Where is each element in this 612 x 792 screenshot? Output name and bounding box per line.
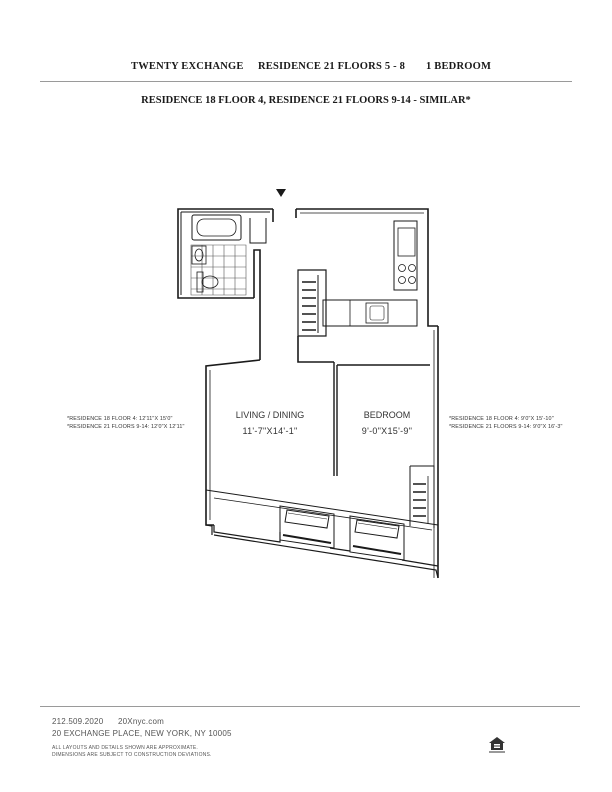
note-right-residence-21: *RESIDENCE 21 FLOORS 9-14: 9'0"X 16'-3" <box>449 424 563 430</box>
kitchen <box>296 209 438 326</box>
unit-walls <box>206 326 438 578</box>
residence-floors: RESIDENCE 21 FLOORS 5 - 8 <box>258 61 406 72</box>
website-link[interactable]: 20Xnyc.com <box>118 717 165 726</box>
note-left-residence-18: *RESIDENCE 18 FLOOR 4: 12'11"X 15'0" <box>67 416 173 422</box>
refrigerator <box>398 228 415 256</box>
entry-arrow-icon <box>276 189 286 197</box>
bathroom <box>178 209 273 360</box>
phone-number[interactable]: 212.509.2020 <box>52 717 104 726</box>
equal-housing-opportunity-icon <box>488 736 506 754</box>
address: 20 EXCHANGE PLACE, NEW YORK, NY 10005 <box>52 729 232 738</box>
note-right-residence-18: *RESIDENCE 18 FLOOR 4: 9'0"X 15'-10" <box>449 416 554 422</box>
note-left-residence-21: *RESIDENCE 21 FLOORS 9-14: 12'0"X 12'11" <box>67 424 185 430</box>
similar-units-subtitle: RESIDENCE 18 FLOOR 4, RESIDENCE 21 FLOORS 9-14 - SIMILAR* <box>141 95 471 106</box>
building-name: TWENTY EXCHANGE <box>131 61 244 72</box>
disclaimer-layouts: ALL LAYOUTS AND DETAILS SHOWN ARE APPROXIMATE. <box>52 745 198 751</box>
living-dining-dimensions: 11'-7"X14'-1" <box>242 426 298 436</box>
cooktop <box>399 265 416 284</box>
bedroom-dimensions: 9'-0"X15'-9" <box>361 426 413 436</box>
unit-type: 1 BEDROOM <box>426 61 492 72</box>
living-dining-label: LIVING / DINING <box>235 410 305 420</box>
footer-divider <box>40 706 580 707</box>
window-bay-bedroom <box>350 516 404 560</box>
bedroom-label: BEDROOM <box>363 410 411 420</box>
window-bay-living <box>280 506 334 548</box>
entry-closet <box>298 270 334 362</box>
bedroom-closet <box>410 466 434 528</box>
disclaimer-dimensions: DIMENSIONS ARE SUBJECT TO CONSTRUCTION DEVIATIONS. <box>52 752 212 758</box>
